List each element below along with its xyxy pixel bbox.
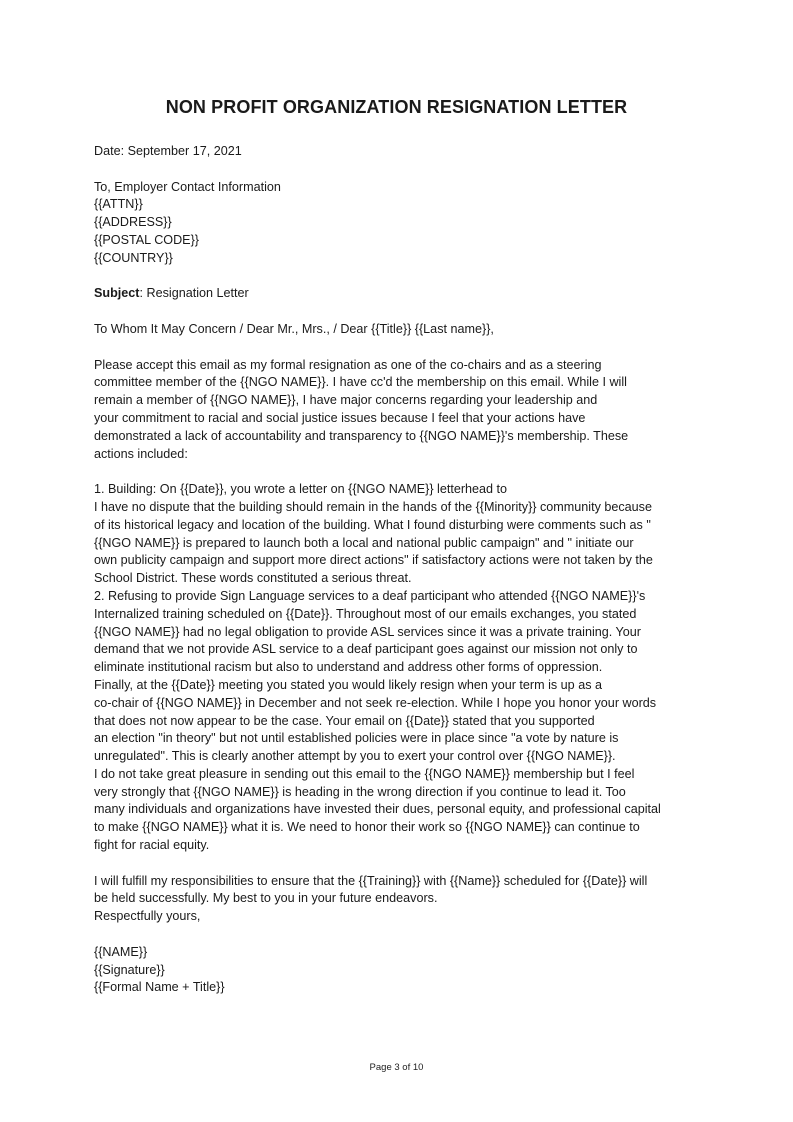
letter-body: [94, 143, 714, 997]
recipient-address: [94, 179, 714, 268]
paragraph-line: own publicity campaign and support more direct actions" if satisfactory actions were not taken by the: [94, 553, 653, 568]
paragraph-line: I have no dispute that the building should remain in the hands of the {{Minority}} community because: [94, 499, 652, 514]
address-postal: {{POSTAL CODE}}: [94, 232, 199, 247]
paragraph-line: that does not now appear to be the case. Your email on {{Date}} stated that you supported: [94, 713, 595, 728]
paragraph-line: {{NGO NAME}} is prepared to launch both a local and national public campaign" and " initiate our: [94, 535, 634, 550]
page-number: Page 3 of 10: [369, 1062, 424, 1073]
paragraph-line: committee member of the {{NGO NAME}}. I have cc'd the membership on this email. While I will: [94, 375, 627, 390]
paragraph-line: of its historical legacy and location of the building. What I found disturbing were comments such as ": [94, 517, 651, 532]
paragraph-line: many individuals and organizations have invested their dues, personal equity, and professional capital: [94, 802, 661, 817]
address-attn: {{ATTN}}: [94, 197, 143, 212]
paragraph-line: Internalized training scheduled on {{Date}}. Throughout most of our emails exchanges, you stated: [94, 606, 637, 621]
paragraph-intro: [94, 357, 714, 464]
paragraph-line: be held successfully. My best to you in your future endeavors.: [94, 891, 438, 906]
paragraph-line: School District. These words constituted a serious threat.: [94, 571, 412, 586]
paragraph-line: Please accept this email as my formal resignation as one of the co-chairs and as a steering: [94, 357, 602, 372]
paragraph-line: to make {{NGO NAME}} what it is. We need to honor their work so {{NGO NAME}} can continue to: [94, 820, 640, 835]
paragraph-line: {{NGO NAME}} had no legal obligation to provide ASL services since it was a private training. Your: [94, 624, 641, 639]
paragraph-line: co-chair of {{NGO NAME}} in December and not seek re-election. While I hope you honor your words: [94, 695, 657, 710]
paragraph-closing: [94, 873, 714, 926]
paragraph-line: fight for racial equity.: [94, 838, 210, 853]
signature-placeholder: {{Signature}}: [94, 962, 165, 977]
address-country: {{COUNTRY}}: [94, 250, 173, 265]
subject-label: Subject: [94, 286, 140, 301]
paragraph-line: demand that we not provide ASL service to a deaf participant goes against our mission not only to: [94, 642, 638, 657]
paragraph-line: an election "in theory" but not until established policies were in place since "a vote by nature is: [94, 731, 619, 746]
paragraph-line: I do not take great pleasure in sending out this email to the {{NGO NAME}} membership but I feel: [94, 766, 635, 781]
paragraph-line: 2. Refusing to provide Sign Language services to a deaf participant who attended {{NGO NAME}}'s: [94, 588, 646, 603]
paragraph-line: unregulated". This is clearly another attempt by you to exert your control over {{NGO NAME}}.: [94, 749, 616, 764]
date-line: Date: September 17, 2021: [94, 144, 242, 158]
paragraph-actions: [94, 481, 714, 855]
paragraph-line: I will fulfill my responsibilities to ensure that the {{Training}} with {{Name}} scheduled for {{Date}} will: [94, 873, 648, 888]
paragraph-line: 1. Building: On {{Date}}, you wrote a letter on {{NGO NAME}} letterhead to: [94, 482, 508, 497]
salutation: To Whom It May Concern / Dear Mr., Mrs., / Dear {{Title}} {{Last name}},: [94, 321, 494, 336]
subject-value: : Resignation Letter: [139, 286, 249, 301]
subject-line: [94, 285, 714, 303]
address-street: {{ADDRESS}}: [94, 215, 172, 230]
paragraph-line: demonstrated a lack of accountability and transparency to {{NGO NAME}}'s membership. These: [94, 428, 629, 443]
document-title: NON PROFIT ORGANIZATION RESIGNATION LETTER: [165, 97, 628, 117]
signature-block: [94, 944, 714, 997]
paragraph-line: very strongly that {{NGO NAME}} is heading in the wrong direction if you continue to lead it. Too: [94, 784, 626, 799]
paragraph-line: your commitment to racial and social justice issues because I feel that your actions have: [94, 410, 586, 425]
paragraph-line: Finally, at the {{Date}} meeting you stated you would likely resign when your term is up as a: [94, 677, 602, 692]
address-to: To, Employer Contact Information: [94, 179, 281, 194]
signature-name: {{NAME}}: [94, 944, 148, 959]
signature-formal-name: {{Formal Name + Title}}: [94, 980, 225, 995]
paragraph-line: remain a member of {{NGO NAME}}, I have major concerns regarding your leadership and: [94, 393, 598, 408]
sign-off: Respectfully yours,: [94, 909, 201, 924]
paragraph-line: eliminate institutional racism but also to understand and address other forms of oppression.: [94, 660, 603, 675]
paragraph-line: actions included:: [94, 446, 188, 461]
